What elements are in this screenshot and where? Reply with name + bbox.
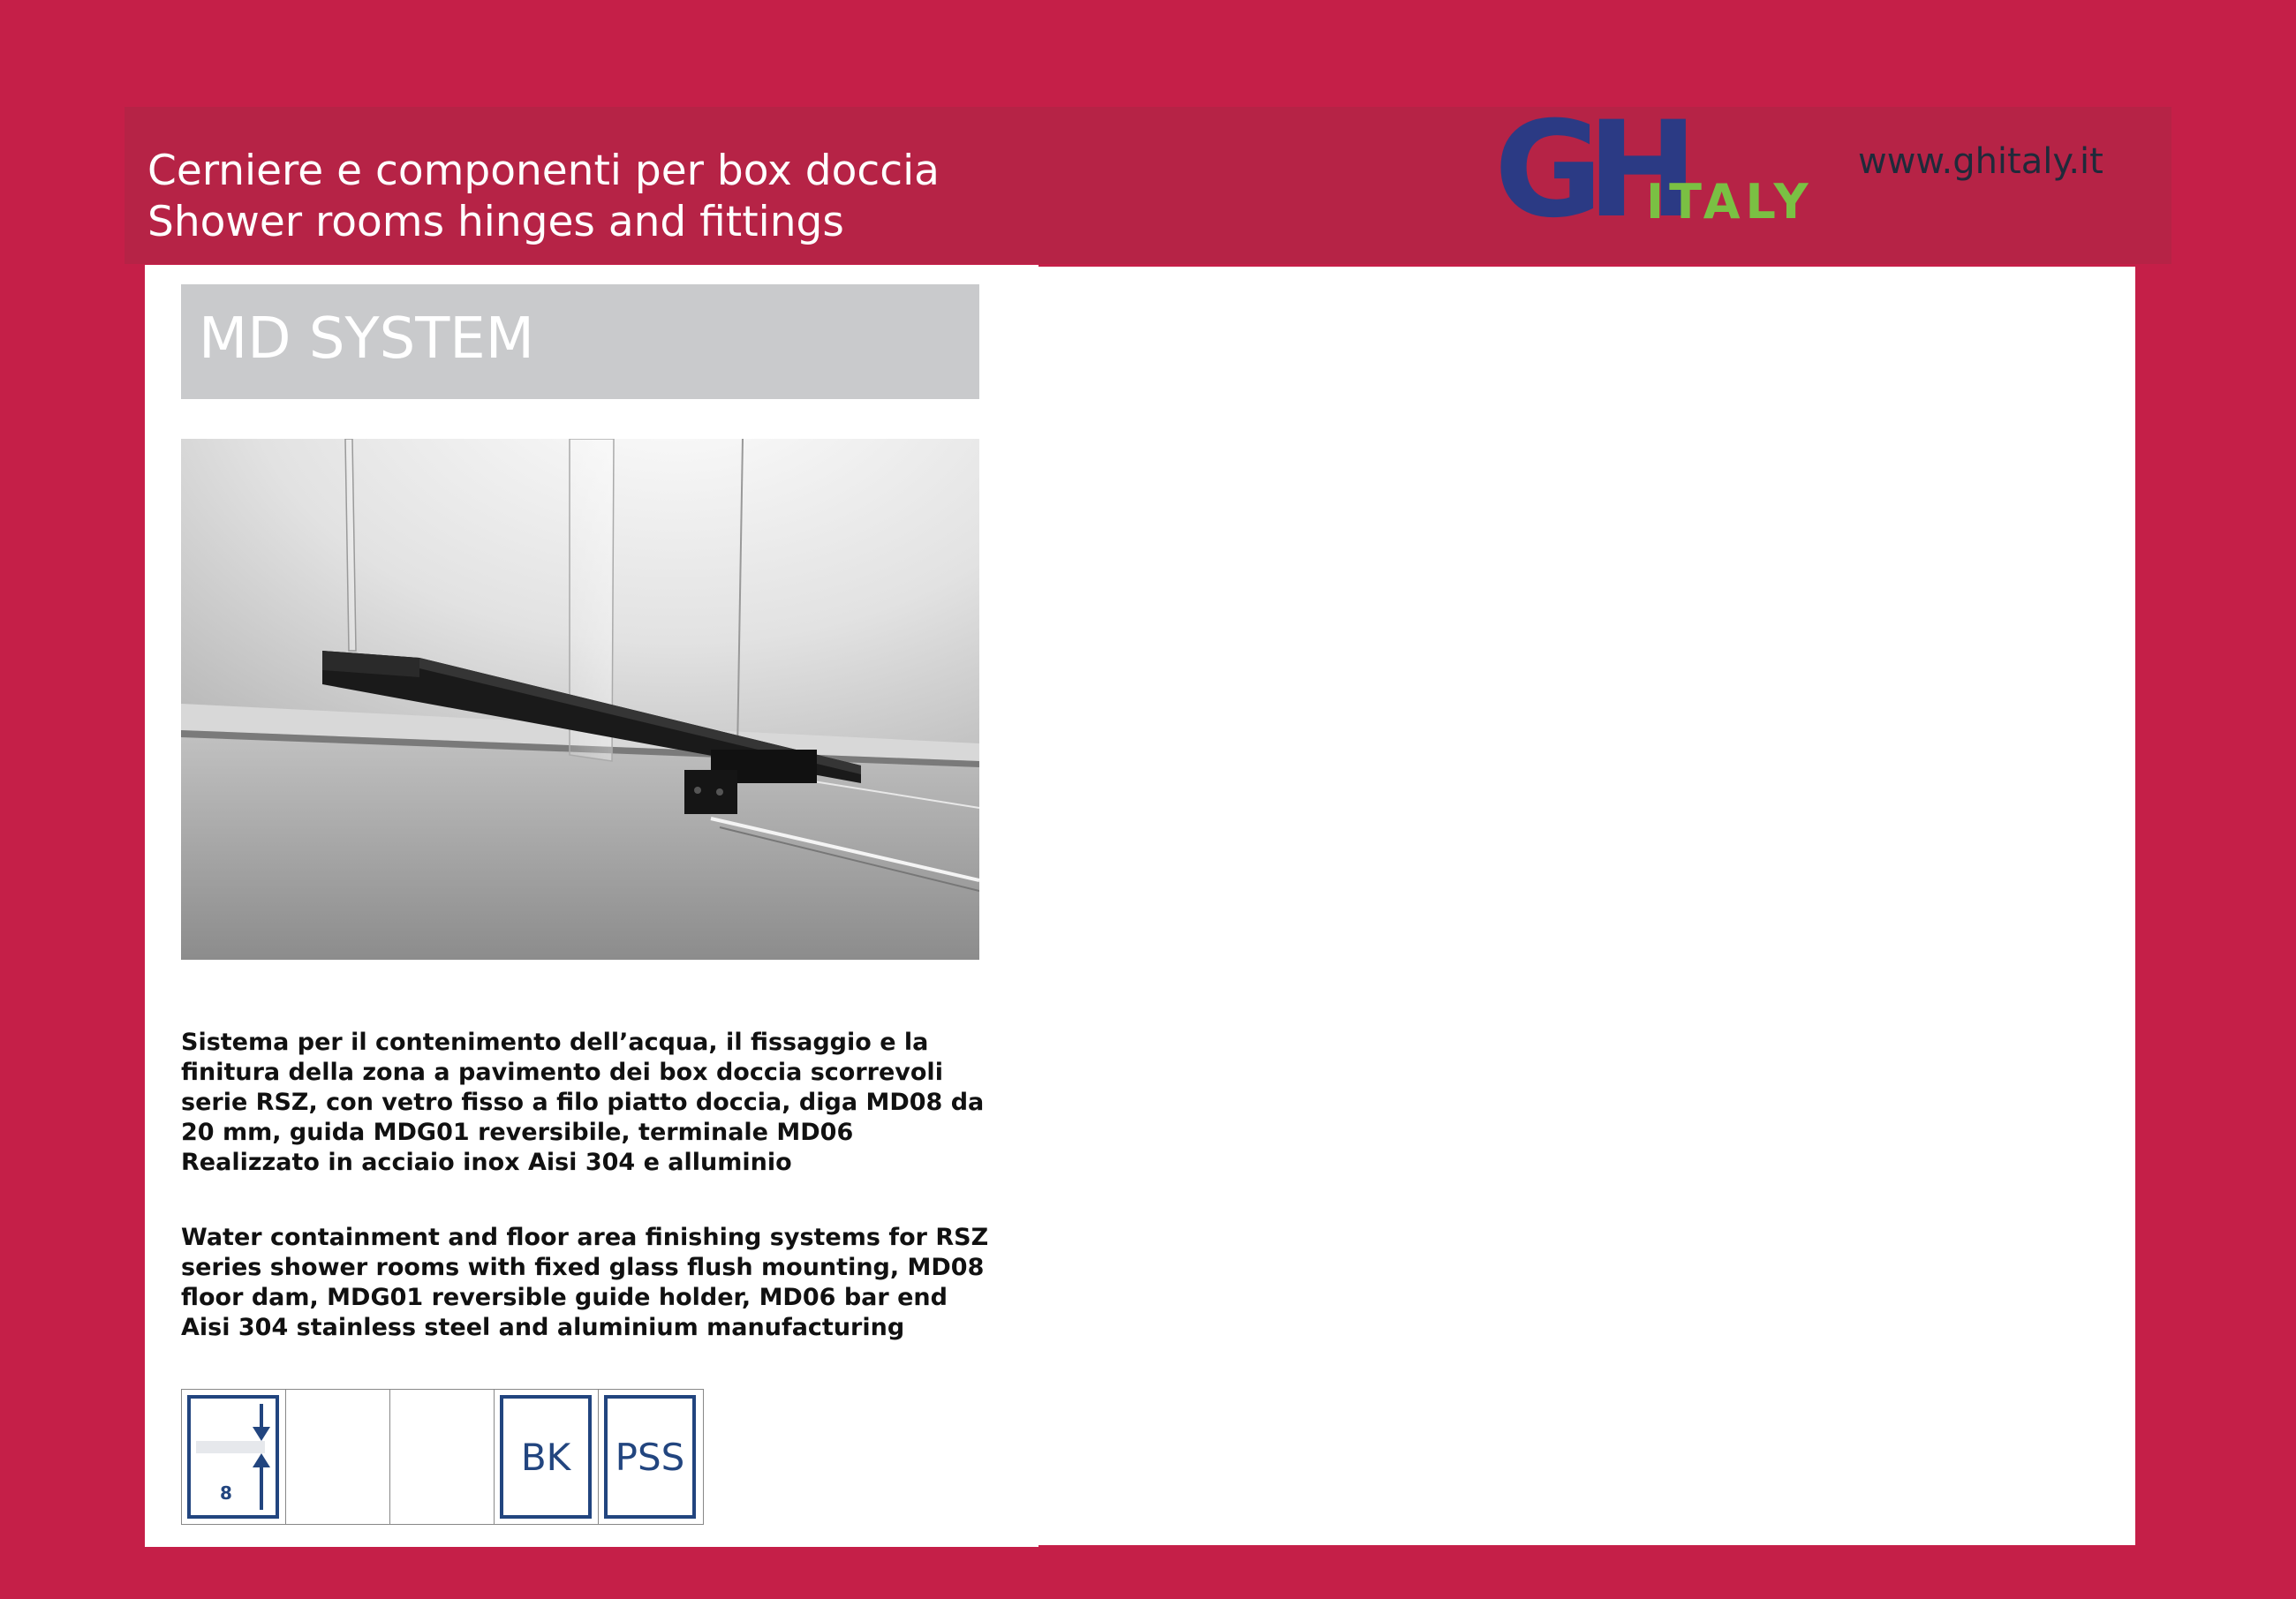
header-title-en: Shower rooms hinges and fittings bbox=[147, 198, 844, 246]
description-en-line: Aisi 304 stainless steel and aluminium manufacturing bbox=[181, 1314, 905, 1341]
logo-letters: GH bbox=[1494, 111, 1682, 222]
spec-cell-empty bbox=[286, 1390, 390, 1524]
glass-thickness-icon bbox=[187, 1395, 279, 1519]
description-en-line: floor dam, MDG01 reversible guide holder, MD06 bar end bbox=[181, 1284, 948, 1311]
description-italian bbox=[181, 1028, 985, 1178]
finish-bk-badge: BK bbox=[500, 1395, 592, 1519]
product-photo bbox=[181, 439, 979, 960]
description-it-line: finitura della zona a pavimento dei box doccia scorrevoli bbox=[181, 1059, 943, 1086]
glass-thickness-graphic bbox=[191, 1399, 276, 1515]
product-title: MD SYSTEM bbox=[199, 306, 534, 372]
header-title-it: Cerniere e componenti per box doccia bbox=[147, 147, 940, 195]
spec-cell-glass-thickness bbox=[182, 1390, 286, 1524]
logo-word: ITALY bbox=[1646, 174, 1814, 222]
product-title-bar bbox=[181, 284, 979, 399]
description-it-line: serie RSZ, con vetro fisso a filo piatto doccia, diga MD08 da bbox=[181, 1089, 985, 1116]
spec-cell-finish-pss bbox=[599, 1390, 703, 1524]
spec-cell-empty bbox=[390, 1390, 495, 1524]
right-panel bbox=[1038, 267, 2135, 1545]
description-it-line: 20 mm, guida MDG01 reversibile, terminale MD06 bbox=[181, 1119, 854, 1146]
description-en-line: Water containment and floor area finishing systems for RSZ bbox=[181, 1224, 989, 1251]
ghitaly-logo bbox=[1494, 111, 1834, 222]
description-en-line: series shower rooms with fixed glass flush mounting, MD08 bbox=[181, 1254, 985, 1281]
spec-icon-row bbox=[181, 1389, 704, 1525]
spec-cell-finish-bk bbox=[495, 1390, 599, 1524]
finish-pss-badge: PSS bbox=[604, 1395, 696, 1519]
description-it-line: Sistema per il contenimento dell’acqua, il fissaggio e la bbox=[181, 1029, 929, 1056]
website-link[interactable]: www.ghitaly.it bbox=[1858, 141, 2103, 182]
description-it-line: Realizzato in acciaio inox Aisi 304 e alluminio bbox=[181, 1149, 792, 1176]
description-english bbox=[181, 1223, 989, 1343]
glass-thickness-value: 8 bbox=[220, 1482, 232, 1504]
